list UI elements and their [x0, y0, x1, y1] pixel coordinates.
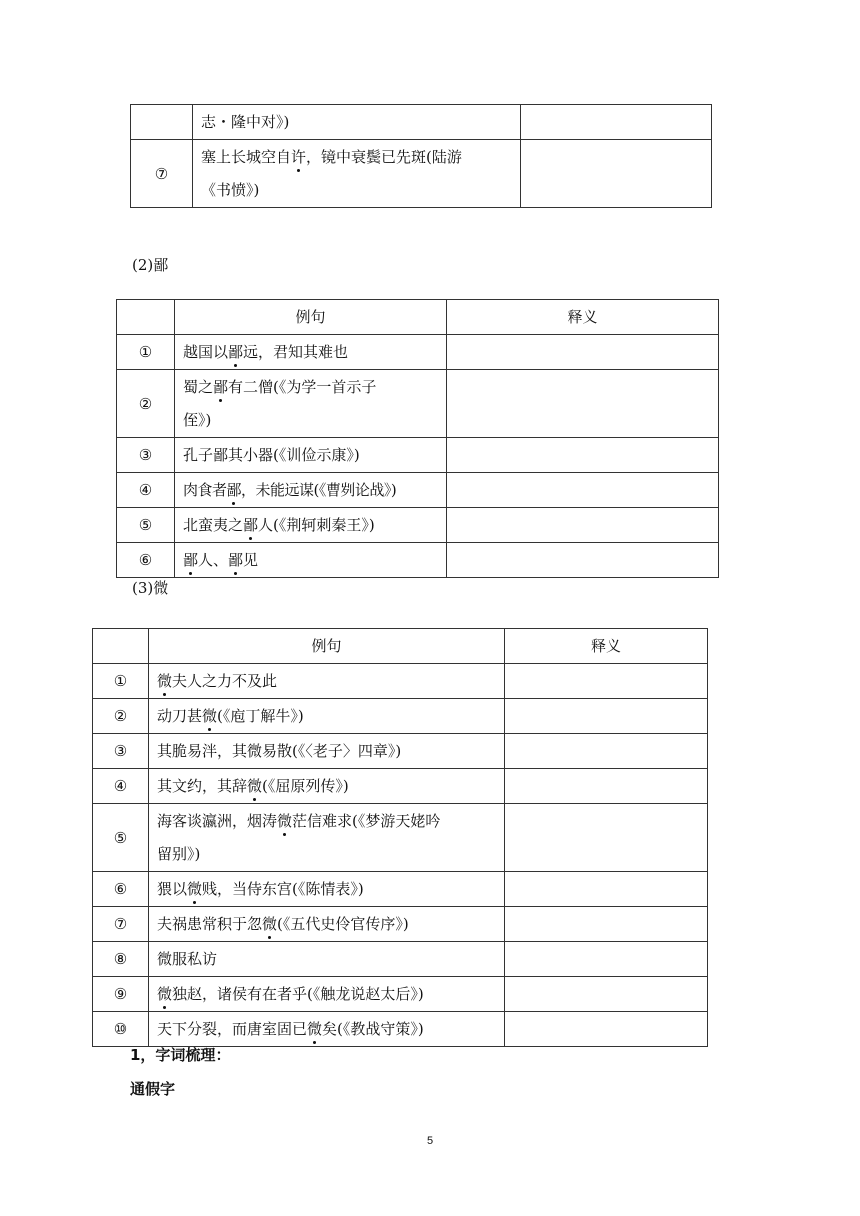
meaning-cell	[447, 473, 719, 508]
table-row	[93, 907, 708, 942]
section-label-wei: (3)微	[132, 579, 169, 597]
example-sentence: 越国以鄙远，君知其难也	[175, 335, 447, 370]
emphasis-dot: 微	[277, 805, 292, 838]
example-sentence: 猥以微贱，当侍东宫(《陈情表》)	[149, 872, 505, 907]
meaning-cell	[505, 907, 708, 942]
table-row	[117, 438, 719, 473]
header-blank	[93, 629, 149, 664]
row-number: ①	[93, 664, 149, 699]
example-sentence: 其文约，其辞微(《屈原列传》)	[149, 769, 505, 804]
meaning-cell	[505, 872, 708, 907]
table-row	[117, 543, 719, 578]
header-meaning: 释义	[447, 300, 719, 335]
table-wei	[92, 628, 708, 1047]
table-bi	[116, 299, 719, 578]
example-sentence: 微独赵，诸侯有在者乎(《触龙说赵太后》)	[149, 977, 505, 1012]
row-number: ②	[93, 699, 149, 734]
row-number: ⑨	[93, 977, 149, 1012]
table-row	[93, 734, 708, 769]
page-number: 5	[426, 1135, 434, 1147]
table-row	[93, 804, 708, 872]
example-sentence: 动刀甚微(《庖丁解牛》)	[149, 699, 505, 734]
emphasis-dot: 鄙	[228, 543, 243, 577]
table-row	[117, 508, 719, 543]
meaning-cell	[505, 942, 708, 977]
example-sentence: 夫祸患常积于忽微(《五代史伶官传序》)	[149, 907, 505, 942]
example-sentence: 肉食者鄙，未能远谋(《曹刿论战》)	[175, 473, 447, 508]
table-header-row	[93, 629, 708, 664]
emphasis-dot: 微	[262, 907, 277, 941]
row-number: ⑦	[131, 140, 193, 208]
table-row	[131, 140, 712, 208]
table-row	[93, 872, 708, 907]
meaning-cell	[447, 370, 719, 438]
example-sentence: 微服私访	[149, 942, 505, 977]
row-number: ⑥	[93, 872, 149, 907]
meaning-cell	[505, 804, 708, 872]
example-sentence: 天下分裂，而唐室固已微矣(《教战守策》)	[149, 1012, 505, 1047]
example-sentence: 海客谈瀛洲，烟涛微茫信难求(《梦游天姥吟 留别》)	[149, 804, 505, 872]
emphasis-dot: 微	[247, 769, 262, 803]
row-number: ⑤	[93, 804, 149, 872]
row-number: ⑩	[93, 1012, 149, 1047]
row-number: ⑧	[93, 942, 149, 977]
table-row	[131, 105, 712, 140]
header-example: 例句	[175, 300, 447, 335]
row-number: ⑥	[117, 543, 175, 578]
meaning-cell	[521, 105, 712, 140]
meaning-cell	[505, 769, 708, 804]
table-row	[93, 664, 708, 699]
table-row	[117, 335, 719, 370]
example-sentence: 塞上长城空自许，镜中衰鬓已先斑(陆游 《书愤》)	[193, 140, 521, 208]
table-row	[117, 370, 719, 438]
row-number	[131, 105, 193, 140]
example-sentence: 北蛮夷之鄙人(《荆轲刺秦王》)	[175, 508, 447, 543]
meaning-cell	[505, 664, 708, 699]
emphasis-dot: 微	[157, 977, 172, 1011]
emphasis-dot: 鄙	[227, 473, 242, 507]
heading-word-review: 1，字词梳理：	[130, 1046, 231, 1064]
table-row	[93, 699, 708, 734]
emphasis-dot: 微	[187, 872, 202, 906]
example-sentence: 其脆易泮，其微易散(《〈老子〉四章》)	[149, 734, 505, 769]
row-number: ①	[117, 335, 175, 370]
emphasis-dot: 鄙	[213, 371, 228, 404]
header-blank	[117, 300, 175, 335]
meaning-cell	[447, 438, 719, 473]
emphasis-dot: 鄙	[243, 508, 258, 542]
emphasis-dot: 微	[307, 1012, 322, 1046]
continued-table	[130, 104, 712, 208]
row-number: ④	[93, 769, 149, 804]
table-header-row	[117, 300, 719, 335]
meaning-cell	[447, 543, 719, 578]
meaning-cell	[447, 508, 719, 543]
table-row	[93, 942, 708, 977]
table-row	[93, 769, 708, 804]
emphasis-dot: 鄙	[183, 543, 198, 577]
table-row	[93, 977, 708, 1012]
row-number: ④	[117, 473, 175, 508]
row-number: ②	[117, 370, 175, 438]
meaning-cell	[505, 1012, 708, 1047]
table-row	[117, 473, 719, 508]
header-meaning: 释义	[505, 629, 708, 664]
meaning-cell	[521, 140, 712, 208]
example-sentence: 孔子鄙其小器(《训俭示康》)	[175, 438, 447, 473]
table-row	[93, 1012, 708, 1047]
emphasis-dot: 鄙	[228, 335, 243, 369]
emphasis-dot: 微	[157, 664, 172, 698]
example-sentence: 鄙人、鄙见	[175, 543, 447, 578]
row-number: ③	[93, 734, 149, 769]
emphasis-dot: 微	[202, 699, 217, 733]
example-sentence: 微夫人之力不及此	[149, 664, 505, 699]
example-sentence: 蜀之鄙有二僧(《为学一首示子 侄》)	[175, 370, 447, 438]
meaning-cell	[505, 734, 708, 769]
emphasis-dot: 许	[291, 141, 306, 174]
heading-tongjiazi: 通假字	[130, 1080, 176, 1098]
example-sentence: 志・隆中对》)	[193, 105, 521, 140]
row-number: ⑤	[117, 508, 175, 543]
meaning-cell	[447, 335, 719, 370]
meaning-cell	[505, 699, 708, 734]
meaning-cell	[505, 977, 708, 1012]
row-number: ③	[117, 438, 175, 473]
section-label-bi: (2)鄙	[132, 256, 169, 274]
row-number: ⑦	[93, 907, 149, 942]
header-example: 例句	[149, 629, 505, 664]
